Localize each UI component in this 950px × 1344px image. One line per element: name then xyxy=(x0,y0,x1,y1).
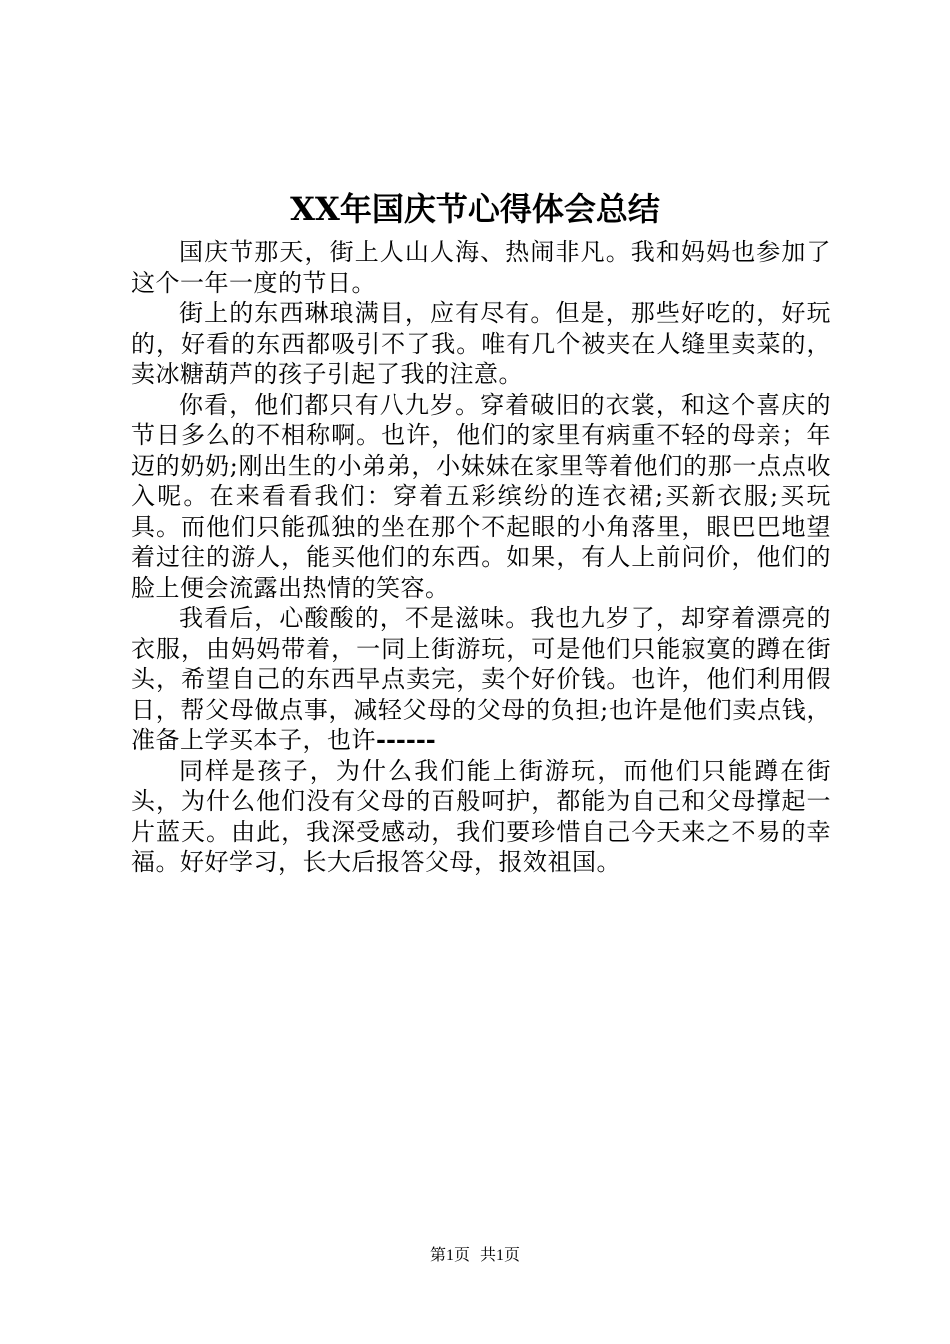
paragraph-4 xyxy=(131,603,831,756)
paragraph-1: 国庆节那天，街上人山人海、热闹非凡。我和妈妈也参加了这个一年一度的节日。 xyxy=(131,238,831,297)
paragraph-4-dash: ------ xyxy=(376,725,436,754)
document-title: XX年国庆节心得体会总结 xyxy=(290,190,660,228)
paragraph-4-text: 我看后，心酸酸的，不是滋味。我也九岁了，却穿着漂亮的衣服，由妈妈带着，一同上街游玩，可是他们只能寂寞的蹲在街头，希望自己的东西早点卖完，卖个好价钱。也许，他们利用假日，帮父母做点事，减轻父母的父母的负担;也许是他们卖点钱，准备上学买本子，也许 xyxy=(131,604,831,754)
paragraph-5: 同样是孩子，为什么我们能上街游玩，而他们只能蹲在街头，为什么他们没有父母的百般呵护，都能为自己和父母撑起一片蓝天。由此，我深受感动，我们要珍惜自己今天来之不易的幸福。好好学习，长大后报答父母，报效祖国。 xyxy=(131,756,831,876)
paragraph-2: 街上的东西琳琅满目，应有尽有。但是，那些好吃的，好玩的，好看的东西都吸引不了我。唯有几个被夹在人缝里卖菜的，卖冰糖葫芦的孩子引起了我的注意。 xyxy=(131,299,831,388)
page-total: 共1页 xyxy=(480,1247,521,1264)
paragraph-3: 你看，他们都只有八九岁。穿着破旧的衣裳，和这个喜庆的节日多么的不相称啊。也许，他们的家里有病重不轻的母亲；年迈的奶奶;刚出生的小弟弟，小妹妹在家里等着他们的那一点点收入呢。在来看看我们：穿着五彩缤纷的连衣裙;买新衣服;买玩具。而他们只能孤独的坐在那个不起眼的小角落里，眼巴巴地望着过往的游人，能买他们的东西。如果，有人上前问价，他们的脸上便会流露出热情的笑容。 xyxy=(131,390,831,602)
page-footer xyxy=(0,1244,950,1268)
page-number: 第1页 xyxy=(429,1247,470,1264)
document-body xyxy=(131,237,831,878)
